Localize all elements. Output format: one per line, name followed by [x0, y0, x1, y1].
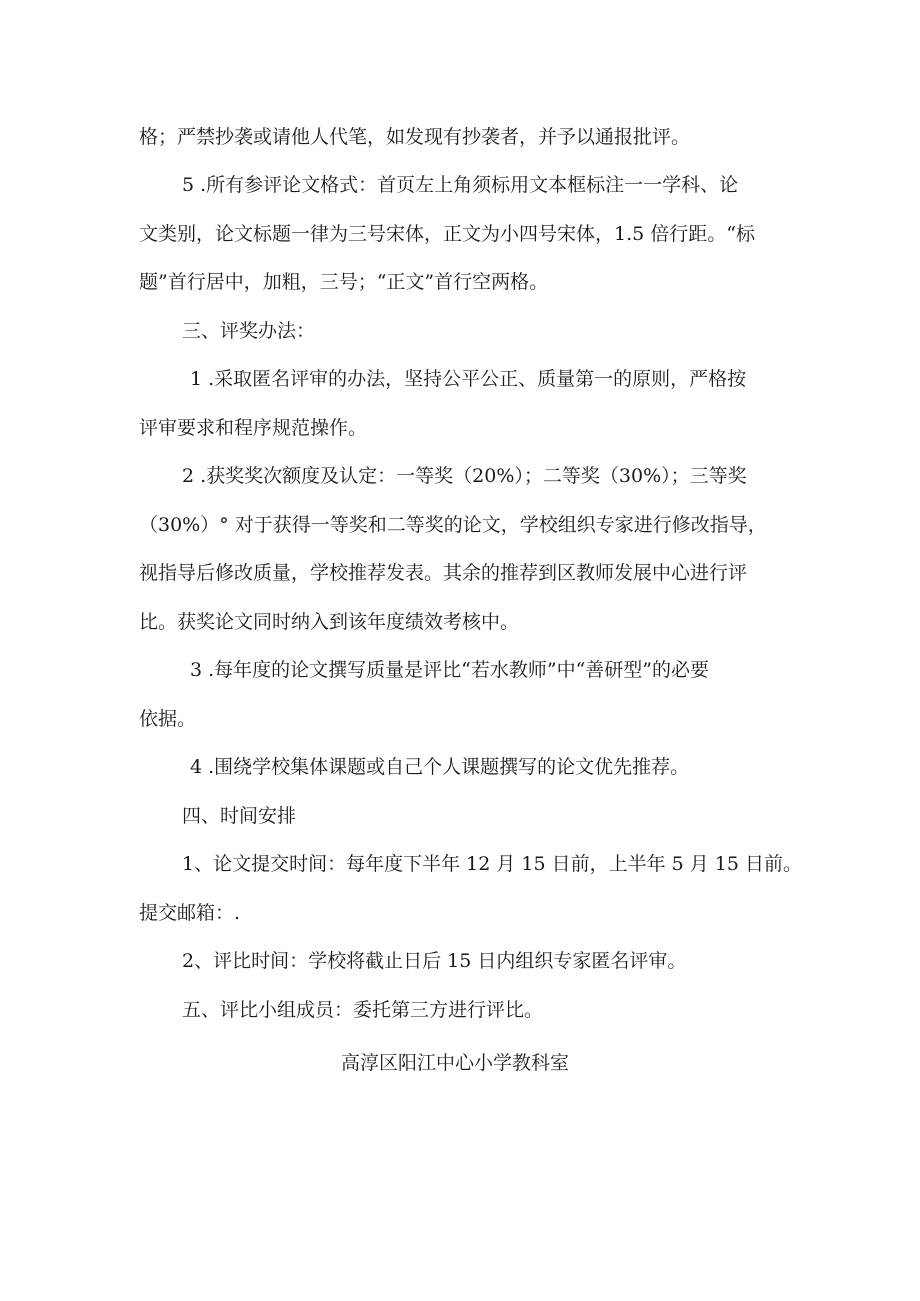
text-line: 1 .采取匿名评审的办法，坚持公平公正、质量第一的原则，严格按 [190, 368, 747, 390]
text-line: 格；严禁抄袭或请他人代笔，如发现有抄袭者，并予以通报批评。 [139, 126, 691, 148]
section-heading: 五、评比小组成员：委托第三方进行评比。 [182, 999, 544, 1021]
text-line: 5 .所有参评论文格式：首页左上角须标用文本框标注一一学科、论 [182, 174, 739, 196]
text-line: 评审要求和程序规范操作。 [139, 417, 368, 439]
text-line: 依据。 [139, 708, 197, 730]
section-heading: 三、评奖办法： [182, 320, 316, 342]
signature-line: 高淳区阳江中心小学教科室 [341, 1052, 570, 1074]
section-heading: 四、时间安排 [182, 805, 297, 827]
text-line: 提交邮箱：. [139, 902, 241, 924]
text-line: 4 .围绕学校集体课题或自己个人课题撰写的论文优先推荐。 [190, 756, 690, 778]
text-line: 2 .获奖奖次额度及认定：一等奖（20%）；二等奖（30%）；三等奖 [182, 465, 747, 487]
text-line: 1、论文提交时间：每年度下半年 12 月 15 日前，上半年 5 月 15 日前。 [182, 853, 803, 875]
text-line: （30%）° 对于获得一等奖和二等奖的论文，学校组织专家进行修改指导， [139, 514, 767, 536]
text-line: 题”首行居中，加粗，三号；“正文”首行空两格。 [139, 271, 549, 293]
text-line: 比。获奖论文同时纳入到该年度绩效考核中。 [139, 611, 520, 633]
text-line: 2、评比时间：学校将截止日后 15 日内组织专家匿名评审。 [182, 950, 687, 972]
text-line: 3 .每年度的论文撰写质量是评比“若水教师”中“善研型”的必要 [190, 659, 710, 681]
text-line: 视指导后修改质量，学校推荐发表。其余的推荐到区教师发展中心进行评 [139, 562, 748, 584]
text-line: 文类别，论文标题一律为三号宋体，正文为小四号宋体，1.5 倍行距。“标 [139, 223, 755, 245]
